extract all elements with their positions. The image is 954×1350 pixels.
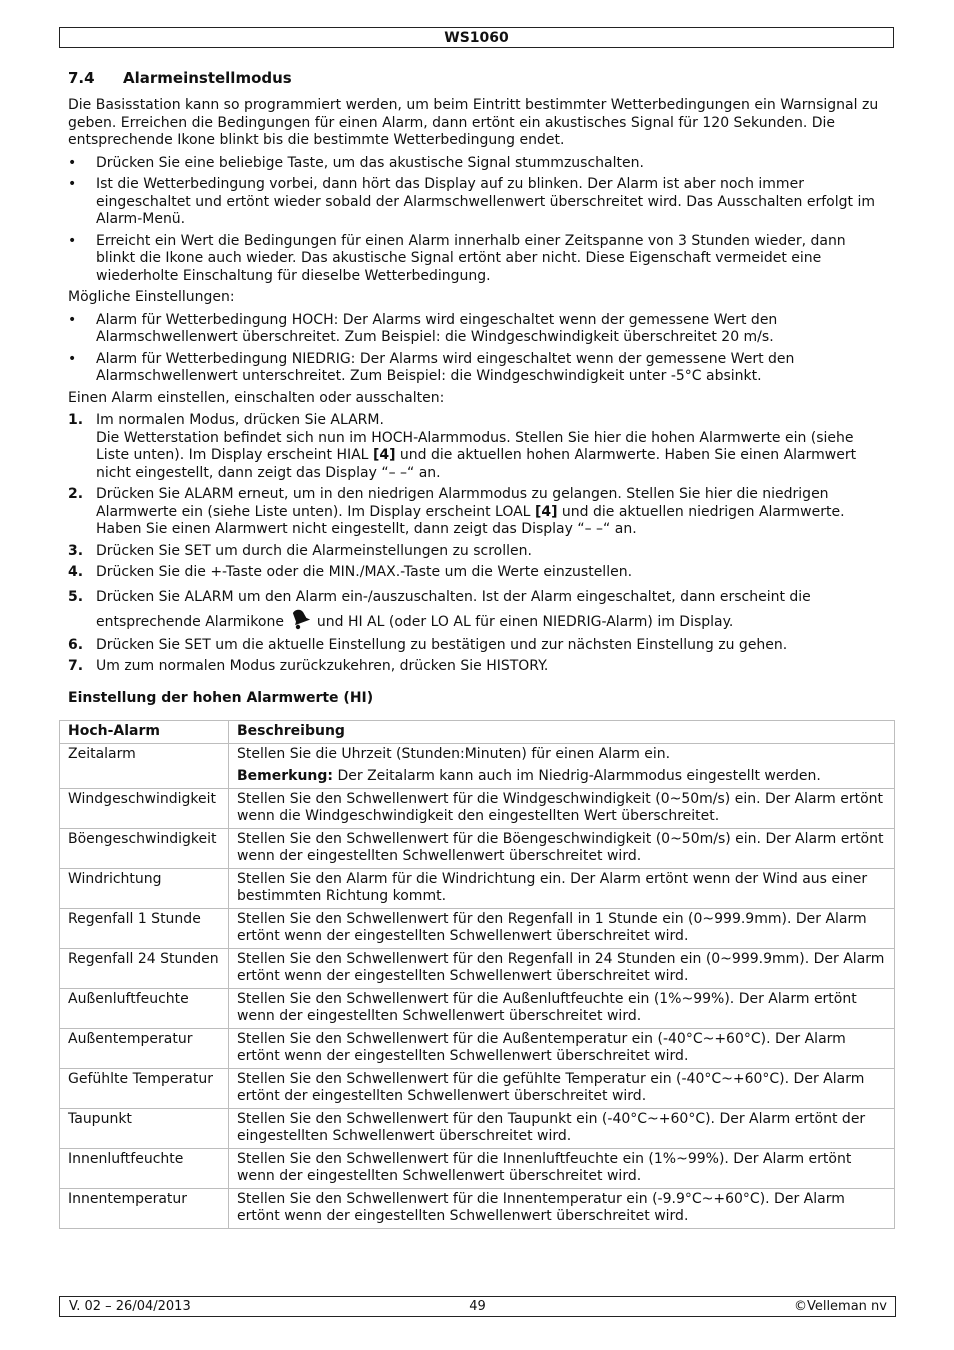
table-row — [60, 1069, 895, 1109]
header-title: WS1060 — [444, 30, 509, 46]
alarm-name-cell: Außentemperatur — [60, 1029, 229, 1069]
alarm-name-cell: Außenluftfeuchte — [60, 989, 229, 1029]
section-number: 7.4 — [68, 69, 95, 87]
alarm-description-cell: Stellen Sie den Schwellenwert für den Taupunkt ein (-40°C~+60°C). Der Alarm ertönt der eingestellten Schwellenwert überschreitet wird. — [229, 1109, 895, 1149]
alarm-description-cell: Stellen Sie den Schwellenwert für den Regenfall in 1 Stunde ein (0~999.9mm). Der Alarm ertönt wenn der eingestellten Schwellenwert überschreitet wird. — [229, 909, 895, 949]
alarm-description-cell: Stellen Sie den Schwellenwert für die Außentemperatur ein (-40°C~+60°C). Der Alarm ertönt wenn der eingestellten Schwellenwert überschreitet wird. — [229, 1029, 895, 1069]
description-text: Stellen Sie die Uhrzeit (Stunden:Minuten) für einen Alarm ein. — [237, 746, 671, 762]
table-row — [60, 789, 895, 829]
page-number: 49 — [469, 1299, 486, 1314]
step-item — [68, 543, 888, 561]
version-date: V. 02 – 26/04/2013 — [69, 1299, 191, 1314]
column-header: Beschreibung — [229, 721, 895, 744]
alarm-description-cell: Stellen Sie den Schwellenwert für die gefühlte Temperatur ein (-40°C~+60°C). Der Alarm ertönt der eingestellten Schwellenwert überschreitet wird. — [229, 1069, 895, 1109]
steps-list — [68, 412, 888, 676]
step-text: Drücken Sie ALARM erneut, um in den niedrigen Alarmmodus zu gelangen. Stellen Sie hier die niedrigen Alarmwerte ein (siehe Liste unten). Im Display erscheint LOAL — [96, 486, 829, 520]
list-item: • Ist die Wetterbedingung vorbei, dann hört das Display auf zu blinken. Der Alarm ist aber noch immer eingeschaltet und ertönt wieder sobald der Alarmschwellenwert überschreitet wird. Das Ausschalten erfolgt im Alarm-Menü. — [68, 176, 888, 229]
table-row — [60, 829, 895, 869]
alarm-name-cell: Regenfall 24 Stunden — [60, 949, 229, 989]
step-item — [68, 412, 888, 482]
step-number: 7. — [68, 658, 84, 674]
list-item: • Drücken Sie eine beliebige Taste, um das akustische Signal stummzuschalten. — [68, 155, 888, 173]
list-item: • Erreicht ein Wert die Bedingungen für einen Alarm innerhalb einer Zeitspanne von 3 Stunden wieder, dann blinkt die Ikone auch wieder. Das akustische Signal ertönt aber nicht. Diese Eigenschaft vermeidet eine wiederholte Einschaltung für dieselbe Wetterbedingung. — [68, 233, 888, 286]
alarm-description-cell: Stellen Sie den Schwellenwert für die Innenluftfeuchte ein (1%~99%). Der Alarm ertönt wenn der eingestellten Schwellenwert überschreitet wird. — [229, 1149, 895, 1189]
step-text: und die aktuellen niedrigen Alarmwerte. Haben Sie einen Alarmwert nicht eingestellt, dann zeigt das Display “– –“ an. — [96, 503, 845, 537]
table-row — [60, 949, 895, 989]
alarm-description-cell — [229, 744, 895, 789]
column-header: Hoch-Alarm — [60, 721, 229, 744]
list-item: • Alarm für Wetterbedingung NIEDRIG: Der Alarms wird eingeschaltet wenn der gemessene Wert den Alarmschwellenwert unterschreitet. Zum Beispiel: die Windgeschwindigkeit unter -5°C absinkt. — [68, 351, 888, 386]
table-row — [60, 1029, 895, 1069]
note-text — [237, 768, 886, 785]
alarm-settings-table — [59, 720, 895, 1229]
alarm-bell-icon — [290, 608, 310, 630]
alarm-name-cell: Regenfall 1 Stunde — [60, 909, 229, 949]
step-text: Um zum normalen Modus zurückzukehren, drücken Sie HISTORY. — [96, 658, 549, 674]
step-number: 6. — [68, 636, 84, 653]
step-text: Drücken Sie SET um durch die Alarmeinstellungen zu scrollen. — [96, 542, 532, 559]
alarm-description-cell: Stellen Sie den Schwellenwert für die Windgeschwindigkeit (0~50m/s) ein. Der Alarm ertönt wenn die Windgeschwindigkeit den eingestellten Wert überschreitet. — [229, 789, 895, 829]
figure-reference: [4] — [372, 447, 396, 463]
step-item — [68, 637, 888, 655]
alarm-name-cell: Windgeschwindigkeit — [60, 789, 229, 829]
note-label: Bemerkung: — [237, 768, 334, 784]
settings-label: Mögliche Einstellungen: — [68, 289, 235, 305]
alarm-description-cell: Stellen Sie den Schwellenwert für die Böengeschwindigkeit (0~50m/s) ein. Der Alarm ertönt wenn der eingestellten Schwellenwert überschreitet wird. — [229, 829, 895, 869]
step-item — [68, 658, 888, 676]
step-text: Die Wetterstation befindet sich nun im HOCH-Alarmmodus. Stellen Sie hier die hohen Alarmwerte ein (siehe Liste unten). Im Display erscheint HIAL — [96, 429, 854, 463]
step-number: 2. — [68, 486, 84, 502]
list-item: • Alarm für Wetterbedingung HOCH: Der Alarms wird eingeschaltet wenn der gemessene Wert den Alarmschwellenwert überschreitet. Zum Beispiel: die Windgeschwindigkeit überschreitet 20 m/s. — [68, 312, 888, 347]
page-footer — [59, 1296, 896, 1317]
step-item — [68, 486, 888, 539]
step-text: und die aktuellen hohen Alarmwerte. Haben Sie einen Alarmwert nicht eingestellt, dann zeigt das Display “– –“ an. — [96, 447, 857, 481]
copyright: ©Velleman nv — [793, 1299, 887, 1314]
step-text: Drücken Sie die +-Taste oder die MIN./MAX.-Taste um die Werte einzustellen. — [96, 564, 633, 580]
step-text: Im normalen Modus, drücken Sie ALARM. — [96, 412, 384, 428]
alarm-description-cell: Stellen Sie den Schwellenwert für die Außenluftfeuchte ein (1%~99%). Der Alarm ertönt wenn der eingestellten Schwellenwert überschreitet wird. — [229, 989, 895, 1029]
steps-label: Einen Alarm einstellen, einschalten oder ausschalten: — [68, 389, 445, 406]
table-row — [60, 1189, 895, 1229]
step-number: 1. — [68, 412, 84, 428]
step-text: Drücken Sie SET um die aktuelle Einstellung zu bestätigen und zur nächsten Einstellung zu gehen. — [96, 636, 788, 653]
alarm-name-cell: Gefühlte Temperatur — [60, 1069, 229, 1109]
step-number: 5. — [68, 588, 84, 605]
step-text: und HI AL (oder LO AL für einen NIEDRIG-Alarm) im Display. — [312, 613, 734, 630]
alarm-name-cell: Taupunkt — [60, 1109, 229, 1149]
note-body: Der Zeitalarm kann auch im Niedrig-Alarmmodus eingestellt werden. — [333, 768, 821, 784]
alarm-description-cell: Stellen Sie den Alarm für die Windrichtung ein. Der Alarm ertönt wenn der Wind aus einer bestimmten Richtung kommt. — [229, 869, 895, 909]
step-item — [68, 586, 888, 633]
figure-reference: [4] — [534, 503, 558, 520]
step-text: Drücken Sie ALARM um den Alarm ein-/auszuschalten. Ist der Alarm eingeschaltet, dann erscheint die entsprechende Alarmikone — [96, 588, 811, 630]
page-header — [59, 27, 894, 48]
table-title: Einstellung der hohen Alarmwerte (HI) — [68, 689, 374, 706]
table-row — [60, 989, 895, 1029]
alarm-name-cell: Zeitalarm — [60, 744, 229, 789]
alarm-name-cell: Innentemperatur — [60, 1189, 229, 1229]
settings-bullet-list — [68, 312, 888, 386]
step-item — [68, 564, 888, 582]
main-content — [68, 68, 888, 710]
step-number: 3. — [68, 542, 84, 559]
step-number: 4. — [68, 564, 84, 580]
info-bullet-list — [68, 155, 888, 286]
alarm-description-cell: Stellen Sie den Schwellenwert für den Regenfall in 24 Stunden ein (0~999.9mm). Der Alarm ertönt wenn der eingestellten Schwellenwert überschreitet wird. — [229, 949, 895, 989]
section-title: Alarmeinstellmodus — [123, 69, 292, 87]
alarm-description-cell: Stellen Sie den Schwellenwert für die Innentemperatur ein (-9.9°C~+60°C). Der Alarm ertönt wenn der eingestellten Schwellenwert überschreitet wird. — [229, 1189, 895, 1229]
table-row — [60, 909, 895, 949]
table-row — [60, 869, 895, 909]
table-row — [60, 1109, 895, 1149]
intro-paragraph: Die Basisstation kann so programmiert werden, um beim Eintritt bestimmter Wetterbedingungen ein Warnsignal zu geben. Erreichen die Bedingungen für einen Alarm, dann ertönt ein akustisches Signal für 120 Sekunden. Die entsprechende Ikone blinkt bis die bestimmte Wetterbedingung endet. — [68, 97, 879, 148]
section-heading — [68, 68, 888, 88]
alarm-name-cell: Windrichtung — [60, 869, 229, 909]
alarm-name-cell: Böengeschwindigkeit — [60, 829, 229, 869]
alarm-name-cell: Innenluftfeuchte — [60, 1149, 229, 1189]
table-row — [60, 744, 895, 789]
table-row — [60, 1149, 895, 1189]
table-header-row — [60, 721, 895, 744]
